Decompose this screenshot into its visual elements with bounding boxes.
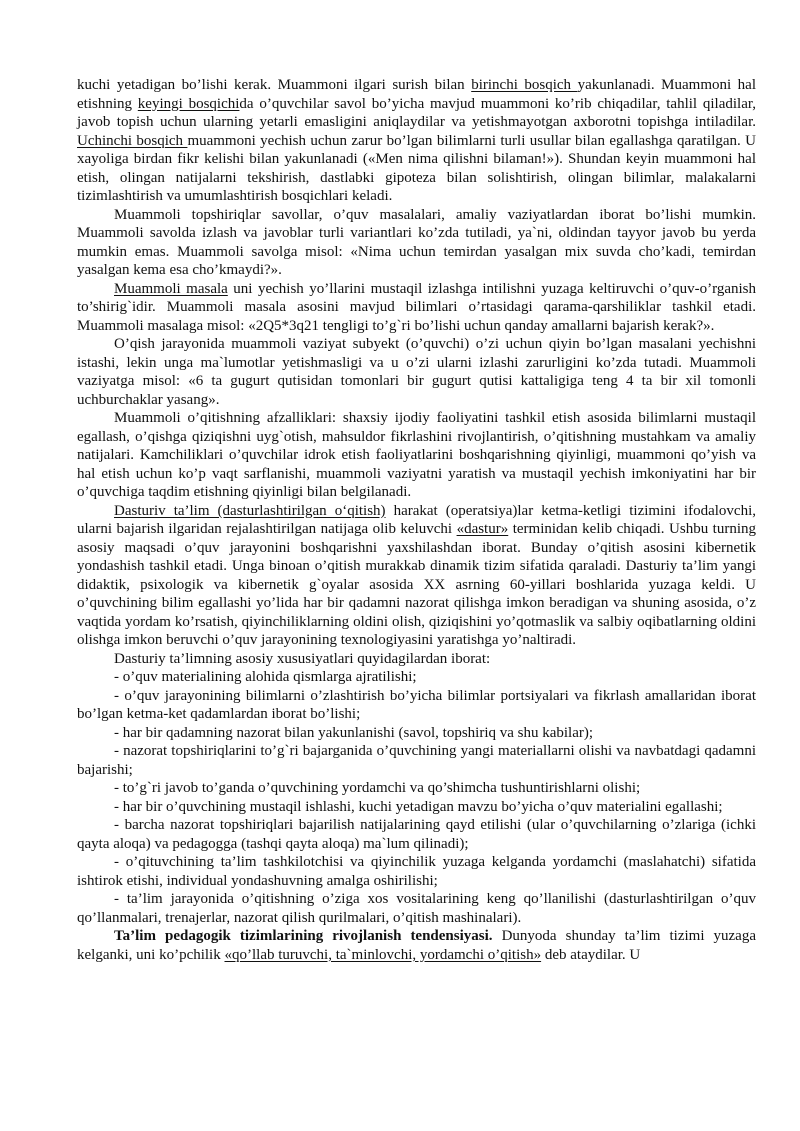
term-supporting-learning: «qo’llab turuvchi, ta`minlovchi, yordamchi o’qitish» (224, 946, 542, 963)
paragraph-trends (77, 927, 756, 964)
text: Dunyoda shunday ta’lim tizimi yuzaga kelganki, uni ko’pchilik (77, 928, 756, 963)
term-problem-problem: Muammoli masala (114, 280, 228, 297)
text: harakat (operatsiya)lar ketma-ketligi tizimini ifodalovchi, ularni bajarish ilgaridan rejalashtirilgan natijaga olib keluvchi (77, 502, 756, 537)
term-program: «dastur» (456, 521, 509, 537)
text: yakunlanadi. Muammoni hal etishning (77, 77, 757, 112)
term-first-stage: birinchi bosqich (471, 77, 578, 93)
paragraph-features-intro: Dasturiy ta’limning asosiy xususiyatlari quyidagilardan iborat: (114, 650, 491, 667)
paragraph-problem-situation: O’qish jarayonida muammoli vaziyat subyekt (o’quvchi) o’zi uchun qiyin bo’lgan masalani yechishni istashi, lekin unga ma`lumotlar yetishmasligi va u o’zi ularni izlashi zarurligini ko’zda tutadi. Muammoli vaziyatga misol: «6 ta gugurt qutisidan tomonlari bir gugurt qutisi kattaligiga teng 4 ta bir xil tomonli uchburchaklar yasang». (77, 336, 756, 408)
list-item: - har bir o’quvchining mustaqil ishlashi, kuchi yetadigan mavzu bo’yicha o’quv materialini egallashi; (114, 798, 723, 815)
paragraph-programmed-learning (77, 502, 756, 650)
section-heading: Ta’lim pedagogik tizimlarining rivojlanish tendensiyasi. (114, 928, 493, 944)
text: muammoni yechish uchun zarur bo’lgan bilimlarni turli usullar bilan egallashga qaratilgan. U xayoliga birdan fikr kelishi bilan yakunlanadi («Men nima qilishni bilaman!»). Shundan keyin muammoni hal etish, olingan natijalarni tekshirish, dastlabki gipoteza bilan solishtirish, olingan bilimlar, malakalarni tizimlashtirish va umumlashtirish bosqichlari keladi. (77, 132, 756, 204)
list-item: - ta’lim jarayonida o’qitishning o’ziga xos vositalarining keng qo’llanilishi (dasturlashtirilgan o’quv qo’llanmalari, trenajerlar, nazorat qilish qurilmalari, o’qitish mashinalari). (77, 891, 756, 926)
paragraph-advantages: Muammoli o’qitishning afzalliklari: shaxsiy ijodiy faoliyatini tashkil etish asosida bilimlarni mustaqil egallash, o’qishga qiziqishni uyg`otish, mahsuldor fikrlashini rivojlantirish, o’qitishning mustahkam va amaliy natijalari. Kamchiliklari o’quvchilar idrok etish faoliyatlarini boshqarishning qiyinligi, muammoni qo’yish va hal etish uchun ko’p vaqt sarflanishi, muammoli vaziyatni yaratish va mustaqil yechish imkoniyatini har bir o’quvchiga taqdim etishning qiyinligi bilan belgilanadi. (77, 410, 756, 500)
paragraph-problem-problem (77, 280, 756, 336)
text: deb ataydilar. U (541, 946, 641, 963)
list-item: - o’quv jarayonining bilimlarni o’zlashtirish bo’yicha bilimlar portsiyalari va fikrlash amallaridan iborat bo’lgan ketma-ket qadamlardan iborat bo’lishi; (77, 687, 756, 722)
text: da o’quvchilar savol bo’yicha mavjud muammoni ko’rib chiqadilar, tahlil qiladilar, javob topish uchun ularning yetarli emasligini aniqlaydilar va yetishmayotgan axborotni topishga intiladilar. (77, 95, 757, 130)
list-item: - barcha nazorat topshiriqlari bajarilish natijalarining qayd etilishi (ular o’quvchilarning o’zlariga (ichki qayta aloqa) va pedagogga (tashqi qayta aloqa) ma`lum qilinadi); (77, 817, 756, 852)
term-third-stage: Uchinchi bosqich (77, 132, 188, 149)
paragraph-problem-stages (77, 76, 756, 206)
text: kuchi yetadigan bo’lishi kerak. Muammoni ilgari surish bilan (77, 77, 472, 93)
text: terminidan kelib chiqadi. Ushbu turning asosiy maqsadi o’quv jarayonini boshqarishni yaxshilashdan iborat. Bunday o’qitish asosini kibernetik yondashish tashkil etadi. Unga binoan o’qitish murakkab dinamik tizim sifatida qaraladi. Dasturiy ta’lim yangi didaktik, psixologik va kibernetik g`oyalar asosida XX asrning 60-yillari boshlarida yuzaga keldi. U o’quvchining bilim egallashi yo’lida har bir qadamni nazorat qilishga imkon beradigan va shuning asosida, o’z vaqtida yordam ko’rsatish, qiyinchiliklarning oldini olish, qiziqishini yo’qotmaslik va salbiy oqibatlarning oldini olishga imkon beruvchi o’quv jarayonining texnologiyasini yaratishga yo’naltiradi. (77, 521, 756, 648)
paragraph-problem-tasks: Muammoli topshiriqlar savollar, o’quv masalalari, amaliy vaziyatlardan iborat bo’lishi mumkin. Muammoli savolda izlash va javoblar turli variantlari ko’zda tutiladi, ya`ni, oldindan tayyor javob bu yerda mumkin emas. Muammoli savolga misol: «Nima uchun temirdan yasalgan mix suvda cho’kadi, temirdan yasalgan kema esa cho’kmaydi?». (77, 206, 756, 278)
text: uni yechish yo’llarini mustaqil izlashga intilishni yuzaga keltiruvchi o’quv-o’rganish to’shirig`idir. Muammoli masala asosini mavjud bilimlari o’rtasidagi qarama-qarshiliklar tashkil etadi. Muammoli masalaga misol: «2Q5*3q21 tengligi to’g`ri bo’lishi uchun qanday amallarni bajarish kerak?». (77, 280, 756, 334)
term-programmed-learning: Dasturiv ta’lim (dasturlashtirilgan o‘qitish) (114, 502, 386, 519)
list-item: - har bir qadamning nazorat bilan yakunlanishi (savol, topshiriq va shu kabilar); (114, 724, 594, 741)
list-item: - nazorat topshiriqlarini to’g`ri bajarganida o’quvchining yangi materiallarni olishi va navbatdagi qadamni bajarishi; (77, 743, 756, 778)
list-item: - o’qituvchining ta’lim tashkilotchisi va qiyinchilik yuzaga kelganda yordamchi (maslahatchi) sifatida ishtirok etishi, individual yondashuvning amalga oshirilishi; (77, 854, 756, 889)
term-next-stage: keyingi bosqichi (137, 95, 240, 112)
list-item: - to’g`ri javob to’ganda o’quvchining yordamchi va qo’shimcha tushuntirishlarni olishi; (114, 780, 641, 796)
list-item: - o’quv materialining alohida qismlarga ajratilishi; (114, 669, 417, 685)
